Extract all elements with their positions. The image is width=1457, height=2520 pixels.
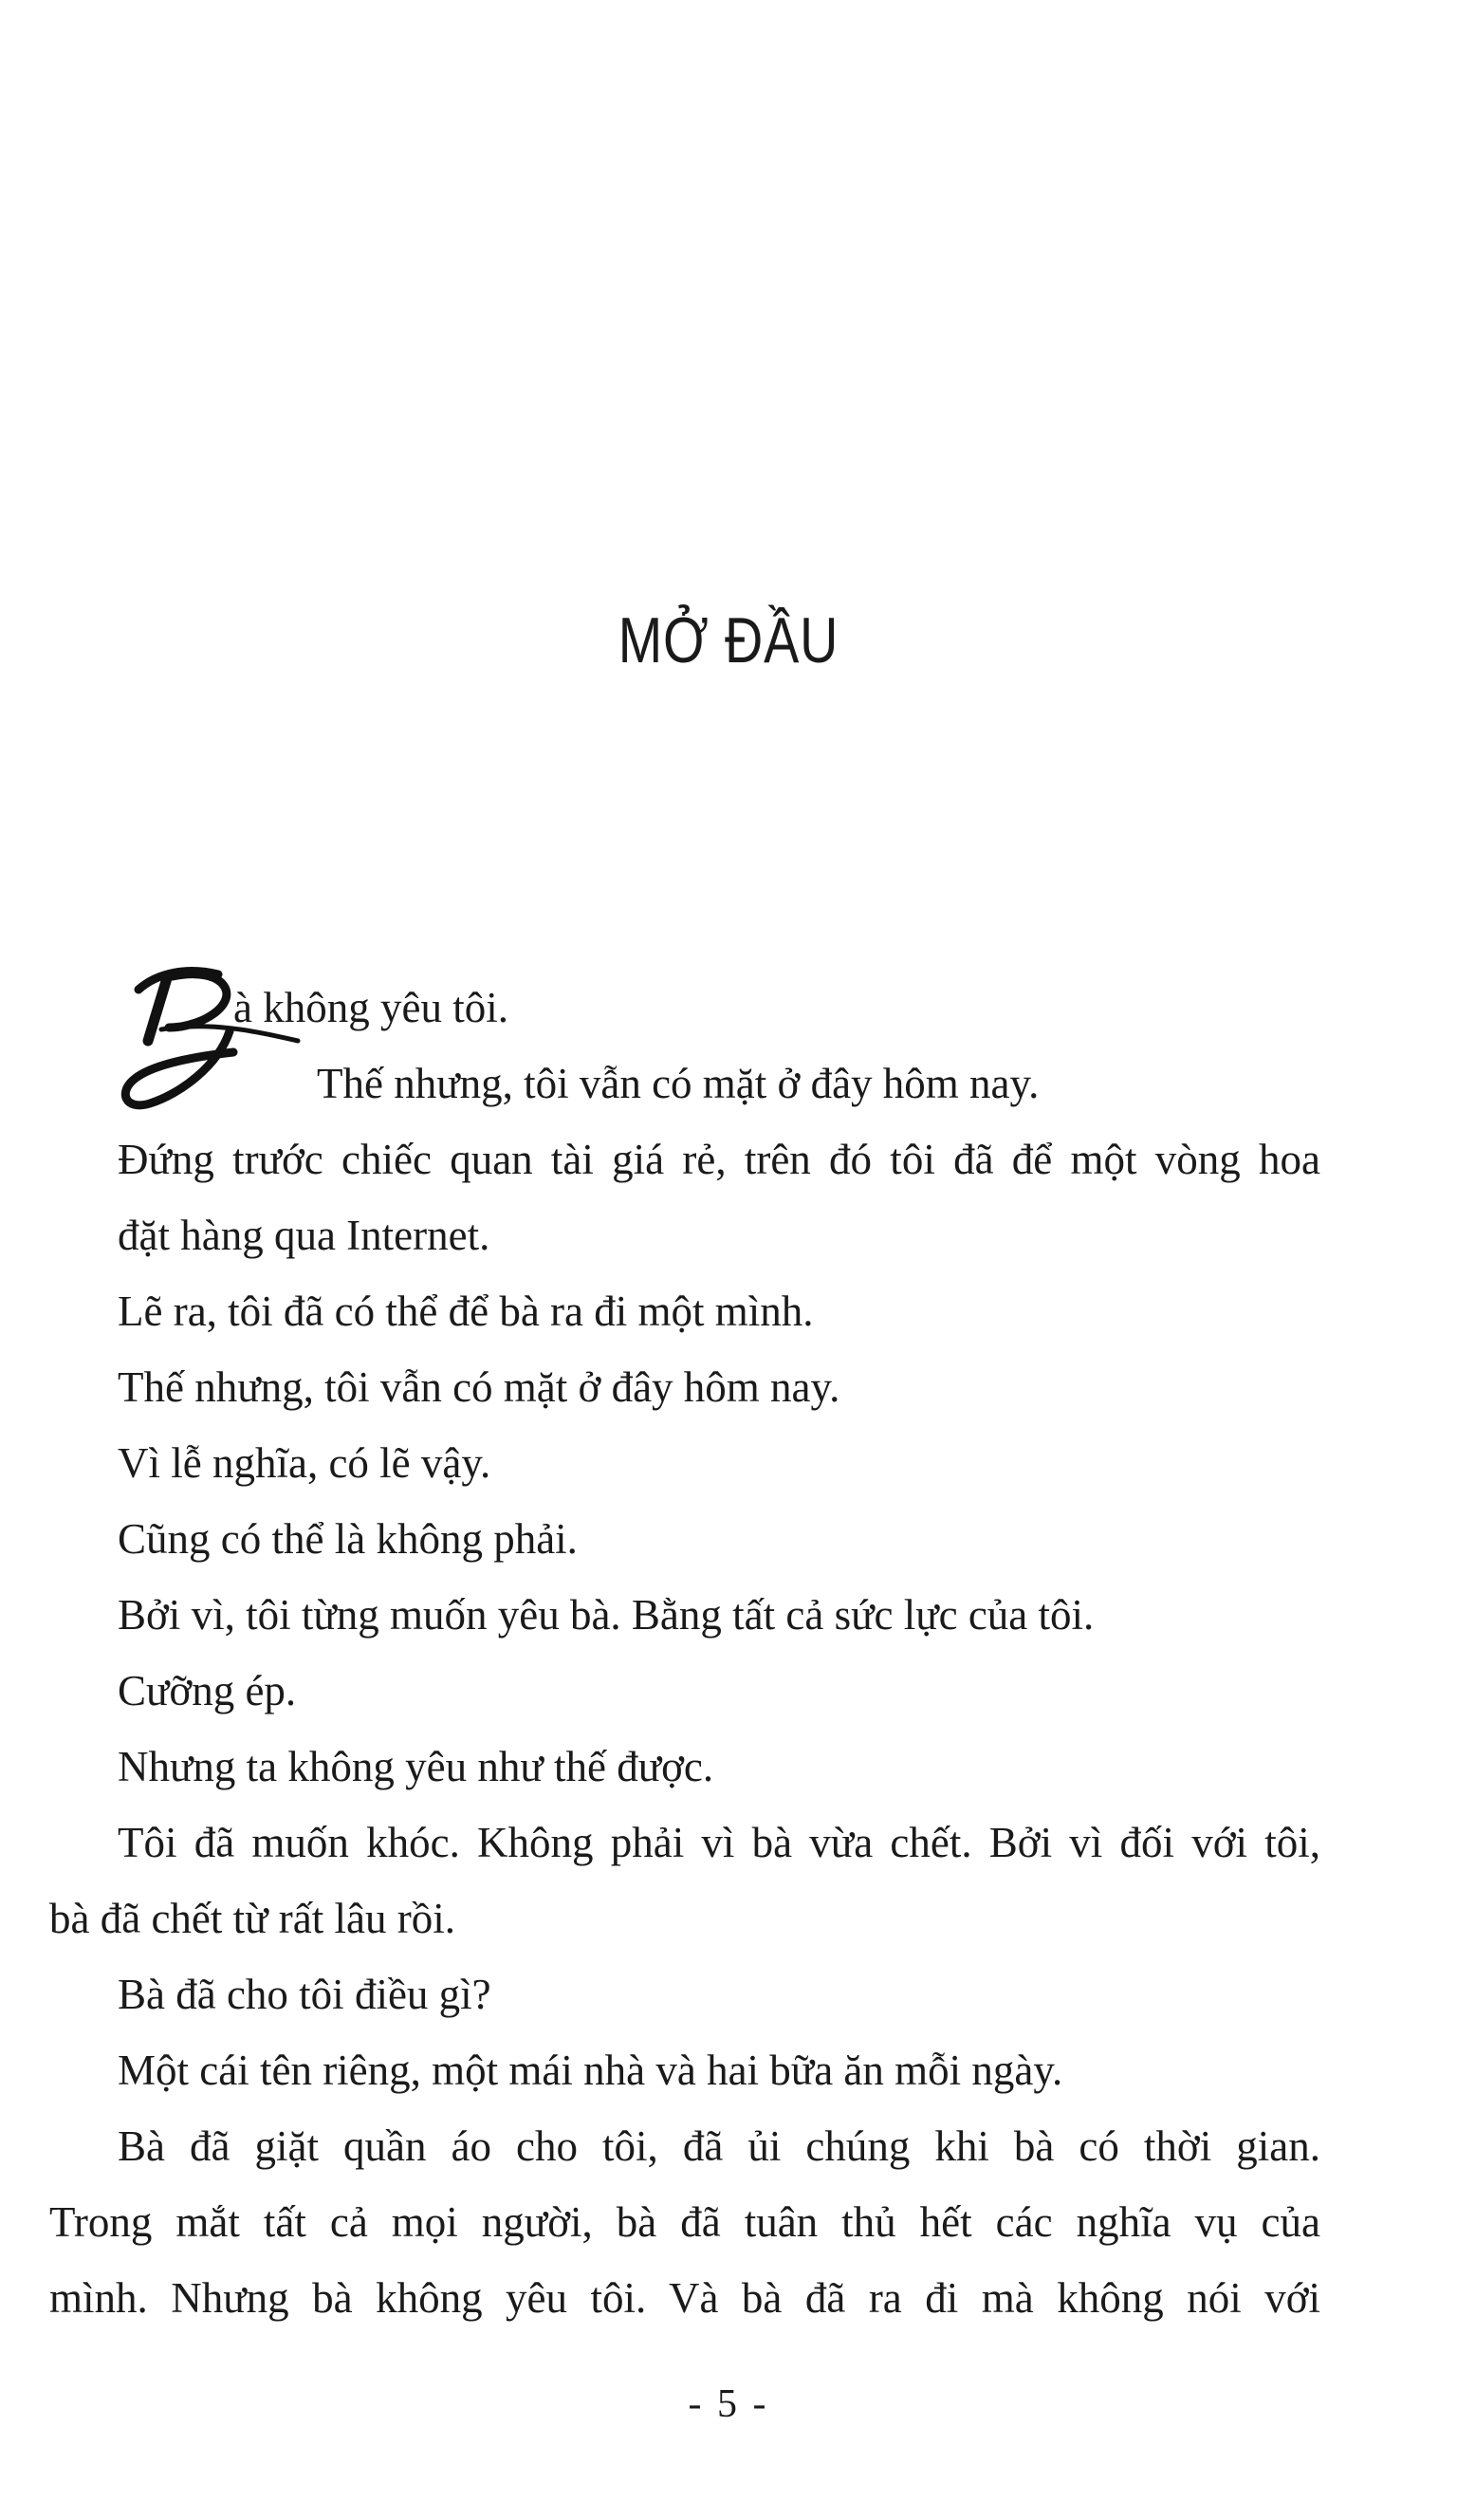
paragraph-line: bà đã chết từ rất lâu rồi. bbox=[49, 1895, 455, 1942]
paragraph-line: đặt hàng qua Internet. bbox=[118, 1212, 490, 1259]
page-number: - 5 - bbox=[688, 2382, 769, 2426]
paragraph-line: Bà đã giặt quần áo cho tôi, đã ủi chúng khi bà có thời gian. bbox=[118, 2122, 1320, 2170]
paragraph-line: Bà đã cho tôi điều gì? bbox=[118, 1971, 491, 2018]
paragraph-line: mình. Nhưng bà không yêu tôi. Và bà đã ra đi mà không nói với bbox=[49, 2274, 1320, 2322]
paragraph-line: à không yêu tôi. bbox=[233, 984, 508, 1031]
paragraph-line: Thế nhưng, tôi vẫn có mặt ở đây hôm nay. bbox=[317, 1060, 1040, 1107]
paragraph-line: Cũng có thể là không phải. bbox=[118, 1515, 578, 1563]
paragraph-line: Nhưng ta không yêu như thế được. bbox=[118, 1743, 714, 1790]
paragraph-line: Đứng trước chiếc quan tài giá rẻ, trên đó tôi đã để một vòng hoa bbox=[118, 1136, 1320, 1183]
paragraph-line: Cưỡng ép. bbox=[118, 1667, 297, 1714]
paragraph-line: Bởi vì, tôi từng muốn yêu bà. Bằng tất cả sức lực của tôi. bbox=[118, 1591, 1095, 1639]
chapter-title: MỞ ĐẦU bbox=[618, 603, 839, 676]
body-text bbox=[49, 970, 1320, 2336]
paragraph-line: Tôi đã muốn khóc. Không phải vì bà vừa chết. Bởi vì đối với tôi, bbox=[118, 1819, 1320, 1866]
paragraph-line: Trong mắt tất cả mọi người, bà đã tuân thủ hết các nghĩa vụ của bbox=[49, 2198, 1320, 2246]
paragraph-line: Vì lễ nghĩa, có lẽ vậy. bbox=[118, 1439, 491, 1487]
paragraph-line: Một cái tên riêng, một mái nhà và hai bữa ăn mỗi ngày. bbox=[118, 2047, 1063, 2094]
paragraph-line: Thế nhưng, tôi vẫn có mặt ở đây hôm nay. bbox=[118, 1363, 840, 1411]
paragraph-line: Lẽ ra, tôi đã có thể để bà ra đi một mình. bbox=[118, 1288, 814, 1335]
